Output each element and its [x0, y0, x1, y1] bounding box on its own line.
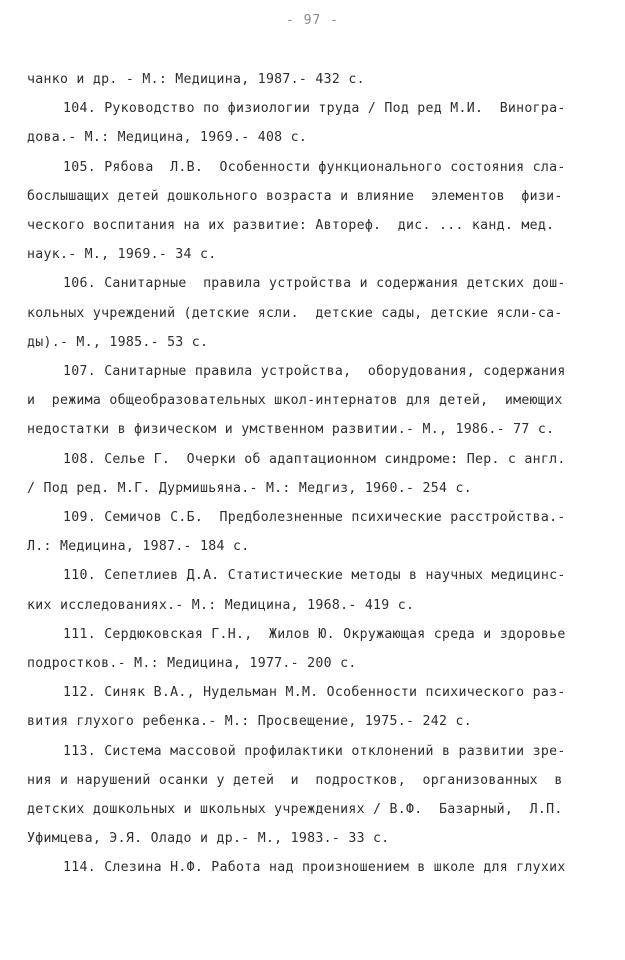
text-line: Уфимцева, Э.Я. Оладо и др.- М., 1983.- 33 с.: [27, 831, 390, 846]
text-line: наук.- М., 1969.- 34 с.: [27, 247, 217, 262]
text-line: дова.- М.: Медицина, 1969.- 408 с.: [27, 130, 308, 145]
text-line: 104. Руководство по физиологии труда / Под ред М.И. Виногра-: [63, 101, 566, 116]
text-line: ды).- М., 1985.- 53 с.: [27, 335, 209, 350]
text-line: недостатки в физическом и умственном развитии.- М., 1986.- 77 с.: [27, 422, 555, 437]
text-line: 106. Санитарные правила устройства и содержания детских дош-: [63, 276, 566, 291]
text-line: кольных учреждений (детские ясли. детские сады, детские ясли-са-: [27, 306, 563, 321]
text-line: 109. Семичов С.Б. Предболезненные психические расстройства.-: [63, 510, 566, 525]
text-line: ния и нарушений осанки у детей и подростков, организованных в: [27, 773, 563, 788]
text-line: / Под ред. М.Г. Дурмишьяна.- М.: Медгиз, 1960.- 254 с.: [27, 481, 472, 496]
text-line: 110. Сепетлиев Д.А. Статистические методы в научных медицинс-: [63, 568, 566, 583]
text-line: чанко и др. - М.: Медицина, 1987.- 432 с.: [27, 72, 365, 87]
text-line: бослышащих детей дошкольного возраста и влияние элементов физи-: [27, 189, 563, 204]
text-line: подростков.- М.: Медицина, 1977.- 200 с.: [27, 656, 357, 671]
text-line: 107. Санитарные правила устройства, оборудования, содержания: [63, 364, 566, 379]
text-line: 112. Синяк В.А., Нудельман М.М. Особенности психического раз-: [63, 685, 566, 700]
text-line: вития глухого ребенка.- М.: Просвещение, 1975.- 242 с.: [27, 714, 472, 729]
text-line: детских дошкольных и школьных учреждениях / В.Ф. Базарный, Л.П.: [27, 802, 563, 817]
text-line: ких исследованиях.- М.: Медицина, 1968.- 419 с.: [27, 598, 415, 613]
page-number: - 97 -: [286, 13, 339, 28]
text-line: 114. Слезина Н.Ф. Работа над произношением в школе для глухих: [63, 860, 566, 875]
text-line: 111. Сердюковская Г.Н., Жилов Ю. Окружающая среда и здоровье: [63, 627, 566, 642]
text-line: 105. Рябова Л.В. Особенности функционального состояния сла-: [63, 160, 566, 175]
text-line: ческого воспитания на их развитие: Автореф. дис. ... канд. мед.: [27, 218, 555, 233]
text-line: 108. Селье Г. Очерки об адаптационном синдроме: Пер. с англ.: [63, 452, 566, 467]
text-line: 113. Система массовой профилактики отклонений в развитии зре-: [63, 744, 566, 759]
text-line: и режима общеобразовательных школ-интернатов для детей, имеющих: [27, 393, 563, 408]
text-line: Л.: Медицина, 1987.- 184 с.: [27, 539, 250, 554]
